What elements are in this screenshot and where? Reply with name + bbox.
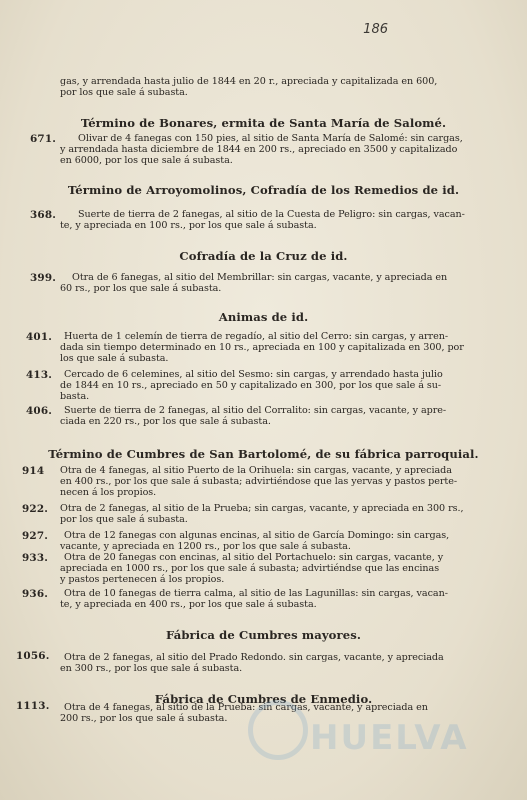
watermark xyxy=(248,700,469,770)
text-line: en 400 rs., por los que sale á subasta; advirtiéndose que las yervas y pastos perte- xyxy=(60,476,458,487)
text-line: vacante, y apreciada en 1200 rs., por los que sale á subasta. xyxy=(60,541,351,552)
section-heading: Fábrica de Cumbres de Enmedio. xyxy=(154,692,373,706)
text-line: dada sin tiempo determinado en 10 rs., apreciada en 100 y capitalizada en 300, por xyxy=(60,342,464,353)
text-line: te, y apreciada en 100 rs., por los que sale á subasta. xyxy=(60,220,317,231)
text-line: Otra de 4 fanegas, al sitio Puerto de la Orihuela: sin cargas, vacante, y apreciada xyxy=(60,465,452,476)
text-line: de 1844 en 10 rs., apreciado en 50 y capitalizado en 300, por los que sale á su- xyxy=(60,380,442,391)
watermark-logo-icon xyxy=(248,700,308,760)
text-line: Otra de 4 fanegas, al sitio de la Prueba: sin cargas, vacante, y apreciada en xyxy=(64,702,428,713)
text-line: ciada en 220 rs., por los que sale á subasta. xyxy=(60,416,271,427)
lot-number: 927. xyxy=(22,530,49,542)
text-line: en 6000, por los que sale á subasta. xyxy=(60,155,233,166)
lot-number: 933. xyxy=(22,552,49,564)
watermark-text: HUELVA xyxy=(310,718,469,758)
section-heading: Término de Bonares, ermita de Santa María de Salomé. xyxy=(80,116,447,130)
text-line: 200 rs., por los que sale á subasta. xyxy=(60,713,228,724)
text-line: Olivar de 4 fanegas con 150 pies, al sitio de Santa María de Salomé: sin cargas, xyxy=(78,133,463,144)
lot-number: 914 xyxy=(22,465,45,477)
page-number: 186 xyxy=(363,22,388,37)
text-line: Suerte de tierra de 2 fanegas, al sitio del Corralito: sin cargas, vacante, y apre- xyxy=(64,405,447,416)
text-line: y arrendada hasta diciembre de 1844 en 200 rs., apreciado en 3500 y capitalizado xyxy=(60,144,458,155)
lot-number: 922. xyxy=(22,503,49,515)
section-heading: Término de Arroyomolinos, Cofradía de los Remedios de id. xyxy=(67,183,460,197)
text-line: gas, y arrendada hasta julio de 1844 en 20 r., apreciada y capitalizada en 600, xyxy=(60,76,438,87)
text-line: te, y apreciada en 400 rs., por los que sale á subasta. xyxy=(60,599,317,610)
lot-number: 406. xyxy=(26,405,53,417)
text-line: Otra de 6 fanegas, al sitio del Membrillar: sin cargas, vacante, y apreciada en xyxy=(72,272,448,283)
text-line: por los que sale á subasta. xyxy=(60,514,188,525)
lot-number: 1113. xyxy=(16,700,50,712)
text-line: en 300 rs., por los que sale á subasta. xyxy=(60,663,243,674)
section-heading: Fábrica de Cumbres mayores. xyxy=(166,628,361,642)
text-line: Otra de 10 fanegas de tierra calma, al sitio de las Lagunillas: sin cargas, vacan- xyxy=(64,588,448,599)
lot-number: 413. xyxy=(26,369,53,381)
text-line: Cercado de 6 celemines, al sitio del Sesmo: sin cargas, y arrendado hasta julio xyxy=(64,369,443,380)
text-line: Otra de 2 fanegas, al sitio del Prado Redondo. sin cargas, vacante, y apreciada xyxy=(64,652,444,663)
text-line: Otra de 20 fanegas con encinas, al sitio del Portachuelo: sin cargas, vacante, y xyxy=(64,552,444,563)
section-heading: Cofradía de la Cruz de id. xyxy=(179,249,348,263)
lot-number: 1056. xyxy=(16,650,50,662)
text-line: apreciada en 1000 rs., por los que sale á subasta; advirtiéndse que las encinas xyxy=(60,563,440,574)
lot-number: 368. xyxy=(30,209,57,221)
lot-number: 399. xyxy=(30,272,57,284)
text-line: 60 rs., por los que sale á subasta. xyxy=(60,283,222,294)
text-line: basta. xyxy=(60,391,90,402)
lot-number: 671. xyxy=(30,133,57,145)
lot-number: 401. xyxy=(26,331,53,343)
text-line: necen á los propios. xyxy=(60,487,157,498)
section-heading: Animas de id. xyxy=(218,310,309,324)
text-line: los que sale á subasta. xyxy=(60,353,169,364)
text-line: Suerte de tierra de 2 fanegas, al sitio de la Cuesta de Peligro: sin cargas, vacan- xyxy=(78,209,465,220)
text-line: por los que sale á subasta. xyxy=(60,87,188,98)
text-line: Otra de 2 fanegas, al sitio de la Prueba; sin cargas, vacante, y apreciada en 300 rs., xyxy=(60,503,464,514)
text-line: Huerta de 1 celemín de tierra de regadío, al sitio del Cerro: sin cargas, y arren- xyxy=(64,331,449,342)
text-line: Otra de 12 fanegas con algunas encinas, al sitio de García Domingo: sin cargas, xyxy=(64,530,450,541)
section-heading: Término de Cumbres de San Bartolomé, de su fábrica parroquial. xyxy=(48,447,479,461)
lot-number: 936. xyxy=(22,588,49,600)
text-line: y pastos pertenecen á los propios. xyxy=(60,574,225,585)
